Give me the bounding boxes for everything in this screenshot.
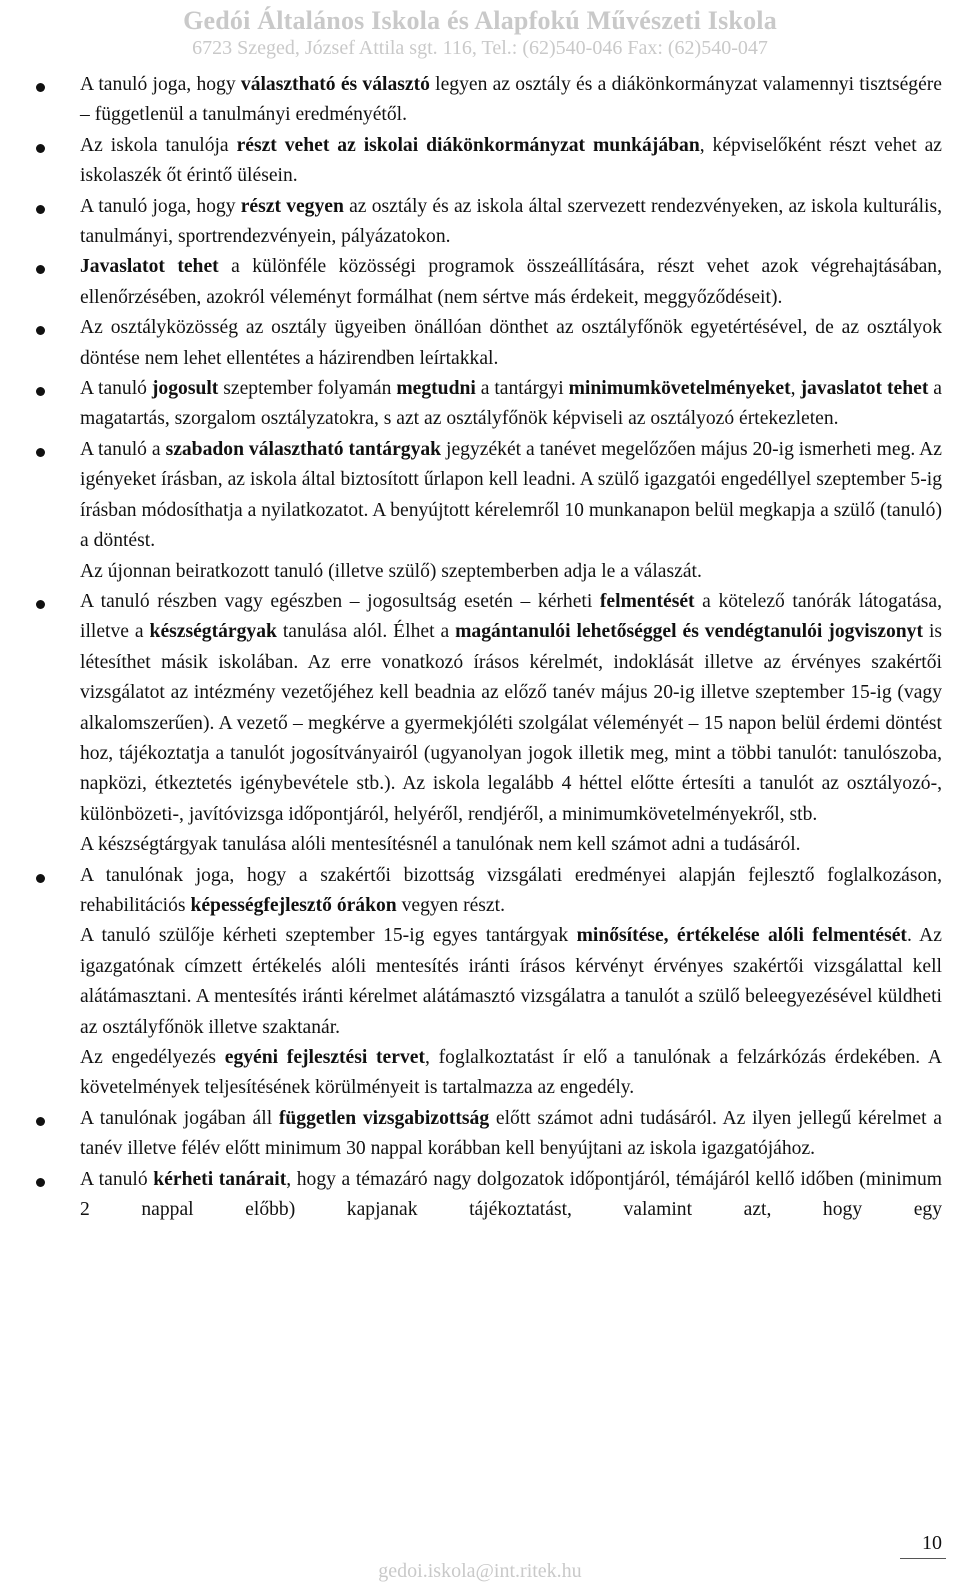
letterhead	[0, 0, 960, 60]
text: A tanuló joga, hogy	[80, 195, 241, 217]
bold-text: javaslatot tehet	[800, 378, 929, 400]
text: az osztály és az iskola által szervezett rendezvényeken, az iskola kulturális, tanulmányi, sportrendezvényein, pályázatokon.	[80, 195, 942, 248]
list-item	[36, 313, 942, 374]
list-item-paragraph	[80, 70, 942, 131]
bold-text: jogosult	[151, 378, 219, 400]
list-item-paragraph	[80, 192, 942, 253]
document-body	[36, 70, 942, 1225]
bold-text: megtudni	[396, 378, 476, 400]
bullet-icon	[36, 1178, 45, 1187]
list-item-paragraph	[80, 313, 942, 374]
text: A tanuló	[80, 1168, 154, 1190]
list-item	[36, 70, 942, 131]
text: a tantárgyi	[475, 378, 569, 400]
bold-text: szabadon választható tantárgyak	[165, 438, 442, 460]
list-item	[36, 192, 942, 253]
text: A tanulónak jogában áll	[80, 1107, 279, 1129]
text: A tanuló joga, hogy	[80, 74, 241, 95]
page-number: 10	[922, 1532, 942, 1554]
bold-text: felmentését	[599, 590, 695, 612]
list-item-paragraph	[80, 557, 942, 587]
bullet-icon	[36, 205, 45, 214]
bullet-icon	[36, 874, 45, 883]
text: Az engedélyezés	[80, 1047, 225, 1068]
text: , hogy a témazáró nagy dolgozatok időpontjáról, témájáról kellő időben (minimum 2 nappal előbb) kapjanak tájékoztatást, valamint azt, hogy egy	[80, 1168, 943, 1221]
text: A tanuló szülője kérheti szeptember 15-ig egyes tantárgyak	[80, 925, 577, 947]
list-item	[36, 435, 942, 587]
list-item	[36, 1165, 942, 1226]
list-item-paragraph	[80, 1104, 942, 1165]
text: A tanuló részben vagy egészben – jogosultság esetén – kérheti	[80, 590, 600, 612]
rights-list	[36, 70, 942, 1225]
text: szeptember folyamán	[218, 378, 397, 400]
bold-text: képességfejlesztő órákon	[190, 894, 397, 916]
list-item-paragraph	[80, 861, 942, 922]
bullet-icon	[36, 1117, 45, 1126]
school-address: 6723 Szeged, József Attila sgt. 116, Tel.: (62)540-046 Fax: (62)540-047	[192, 37, 768, 59]
text: A tanuló a	[80, 438, 166, 460]
list-item	[36, 861, 942, 1104]
list-item-paragraph	[80, 830, 942, 860]
list-item	[36, 587, 942, 861]
bold-text: választható és választó	[240, 74, 430, 95]
bold-text: minősítése, értékelése alóli felmentését	[576, 925, 907, 947]
text: A tanulónak joga, hogy a szakértői bizottság vizsgálati eredményei alapján fejlesztő foglalkozáson, rehabilitációs	[80, 864, 942, 916]
text: a magatartás, szorgalom osztályzatokra, s azt az osztályfőnök képviseli az osztályozó értekezleten.	[80, 378, 942, 430]
bold-text: egyéni fejlesztési tervet	[224, 1047, 425, 1068]
footer-email: gedoi.iskola@int.ritek.hu	[378, 1560, 582, 1582]
list-item-paragraph	[80, 374, 942, 435]
text: jegyzékét a tanévet megelőzően május 20-ig ismerheti meg. Az igényeket írásban, az iskola által biztosított űrlapon kell leadni. A szülő igazgatói engedéllyel szeptember 5-ig írásban módosíthatja a nyilatkozatot. A benyújtott kérelemről 10 munkanapon belül megkapja a szülő (tanuló) a döntést.	[80, 438, 942, 552]
text: a különféle közösségi programok összeállítására, részt vehet azok végrehajtásában, ellenőrzésében, azokról véleményt formálhat (nem sértve más érdekeit, meggyőződéseit).	[80, 256, 943, 308]
bold-text: Javaslatot tehet	[80, 256, 219, 278]
list-item-paragraph	[80, 921, 942, 1043]
bullet-icon	[36, 83, 45, 92]
text: vegyen részt.	[396, 894, 505, 916]
text: előtt számot adni tudásáról. Az ilyen jellegű kérelmet a tanév illetve félév előtt minimum 30 nappal korábban kell benyújtani az iskola igazgatójához.	[80, 1107, 942, 1160]
text: A készségtárgyak tanulása alóli mentesítésnél a tanulónak nem kell számot adni a tudásáról.	[80, 834, 801, 856]
bullet-icon	[36, 265, 45, 274]
text: tanulása alól. Élhet a	[276, 621, 456, 643]
list-item	[36, 131, 942, 192]
text: ,	[790, 378, 801, 400]
bullet-icon	[36, 387, 45, 396]
list-item-paragraph	[80, 131, 942, 192]
text: A tanuló	[80, 378, 152, 400]
text: , foglalkoztatást ír elő a tanulónak a felzárkózás érdekében. A követelmények teljesítésének körülményeit is tartalmazza az engedély.	[80, 1047, 943, 1099]
text: , képviselőként részt vehet az iskolaszék őt érintő ülésein.	[80, 134, 942, 187]
bold-text: részt vehet az iskolai diákönkormányzat munkájában	[236, 134, 700, 156]
text: . Az igazgatónak címzett értékelés alóli mentesítés iránti írásos kérvényt érvényes szakértői vizsgálattal kell alátámasztani. A mentesítés iránti kérelmet alátámasztó vizsgálatra a tanulót a szülő beleegyezésével küldheti az osztályfőnök illetve szaktanár.	[80, 925, 942, 1038]
list-item-paragraph	[80, 587, 942, 830]
list-item-paragraph	[80, 252, 942, 313]
bold-text: minimumkövetelményeket	[568, 378, 791, 400]
bold-text: magántanulói lehetőséggel és vendégtanulói jogviszonyt	[455, 621, 923, 643]
text: legyen az osztály és a diákönkormányzat valamennyi tisztségére – függetlenül a tanulmányi eredményétől.	[80, 74, 942, 126]
text: a kötelező tanórák látogatása, illetve a	[80, 590, 942, 643]
list-item	[36, 252, 942, 313]
bold-text: független vizsgabizottság	[278, 1107, 490, 1129]
bullet-icon	[36, 448, 45, 457]
bullet-icon	[36, 144, 45, 153]
text: is létesíthet másik iskolában. Az erre vonatkozó írásos kérelmét, indoklását illetve az érvényes szakértői vizsgálatot az intézmény vezetőjéhez kell beadnia az előző tanév május 20-ig illetve szeptember 15-ig (vagy alkalomszerűen). A vezető – megkérve a gyermekjóléti szolgálat véleményét – 15 napon belül érdemi döntést hoz, tájékoztatja a tanulót jogosítványairól (ugyanolyan jogok illetik meg, mint a többi tanulót: tanulószoba, napközi, étkeztetés igénybevétele stb.). Az iskola legalább 4 héttel előtte értesíti a tanulót az osztályozó-, különbözeti-, javítóvizsga időpontjáról, helyéről, rendjéről, a minimumkövetelményekről, stb.	[80, 621, 943, 825]
list-item-paragraph	[80, 435, 942, 557]
list-item-paragraph	[80, 1043, 942, 1104]
text: Az osztályközösség az osztály ügyeiben önállóan dönthet az osztályfőnök egyetértésével, de az osztályok döntése nem lehet ellentétes a házirendben leírtakkal.	[80, 317, 942, 369]
text: Az újonnan beiratkozott tanuló (illetve szülő) szeptemberben adja le a válaszát.	[80, 560, 702, 582]
bullet-icon	[36, 600, 45, 609]
text: Az iskola tanulója	[80, 134, 237, 156]
bold-text: készségtárgyak	[149, 621, 277, 643]
bullet-icon	[36, 326, 45, 335]
bold-text: kérheti tanárait	[153, 1168, 287, 1190]
school-name: Gedói Általános Iskola és Alapfokú Művészeti Iskola	[183, 6, 777, 35]
list-item	[36, 374, 942, 435]
list-item-paragraph	[80, 1165, 942, 1226]
page-number-rule	[900, 1558, 946, 1559]
bold-text: részt vegyen	[240, 195, 344, 217]
list-item	[36, 1104, 942, 1165]
